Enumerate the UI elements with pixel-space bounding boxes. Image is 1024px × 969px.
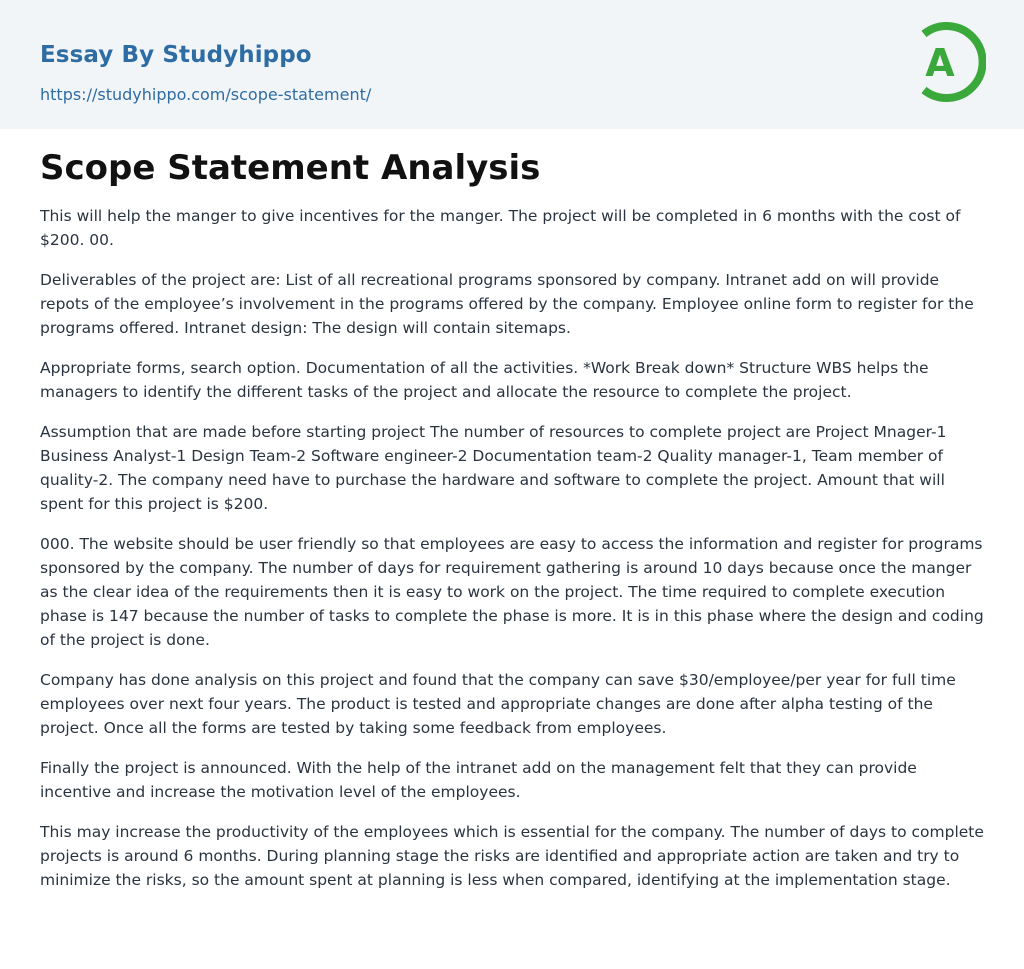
site-header xyxy=(0,0,1024,129)
logo-letter: A xyxy=(925,41,955,85)
page-title: Scope Statement Analysis xyxy=(40,148,541,188)
article-paragraph: Company has done analysis on this project and found that the company can save $30/employee/per year for full time employees over next four years. The product is tested and appropriate changes are done after alpha testing of the project. Once all the forms are tested by taking some feedback from employees. xyxy=(40,671,956,737)
article-paragraph: Deliverables of the project are: List of all recreational programs sponsored by company. Intranet add on will provide repots of the employee’s involvement in the programs offered by the company. Employee online form to register for the programs offered. Intranet design: The design will contain sitemaps. xyxy=(40,271,974,337)
article-paragraph: Assumption that are made before starting project The number of resources to complete project are Project Mnager-1 Business Analyst-1 Design Team-2 Software engineer-2 Documentation team-2 Quality manager-1, Team member of quality-2. The company need have to purchase the hardware and software to complete the project. Amount that will spent for this project is $200. xyxy=(40,423,947,513)
article-paragraph: 000. The website should be user friendly so that employees are easy to access the information and register for programs sponsored by the company. The number of days for requirement gathering is around 10 days because once the manger as the clear idea of the requirements then it is easy to work on the project. The time required to complete execution phase is 147 because the number of tasks to complete the phase is more. It is in this phase where the design and coding of the project is done. xyxy=(40,535,984,649)
article-paragraph: This will help the manger to give incentives for the manger. The project will be completed in 6 months with the cost of $200. 00. xyxy=(40,207,961,249)
site-brand-title[interactable]: Essay By Studyhippo xyxy=(40,42,312,68)
article-paragraph: Appropriate forms, search option. Documentation of all the activities. *Work Break down* Structure WBS helps the managers to identify the different tasks of the project and allocate the resource to complete the project. xyxy=(40,359,929,401)
studyhippo-logo-icon[interactable] xyxy=(912,20,986,104)
article-paragraph: This may increase the productivity of the employees which is essential for the company. The number of days to complete projects is around 6 months. During planning stage the risks are identified and appropriate action are taken and try to minimize the risks, so the amount spent at planning is less when compared, identifying at the implementation stage. xyxy=(40,823,984,889)
article-body xyxy=(40,145,985,908)
article-paragraph: Finally the project is announced. With the help of the intranet add on the management felt that they can provide incentive and increase the motivation level of the employees. xyxy=(40,759,917,801)
essay-url-link[interactable]: https://studyhippo.com/scope-statement/ xyxy=(40,85,372,104)
